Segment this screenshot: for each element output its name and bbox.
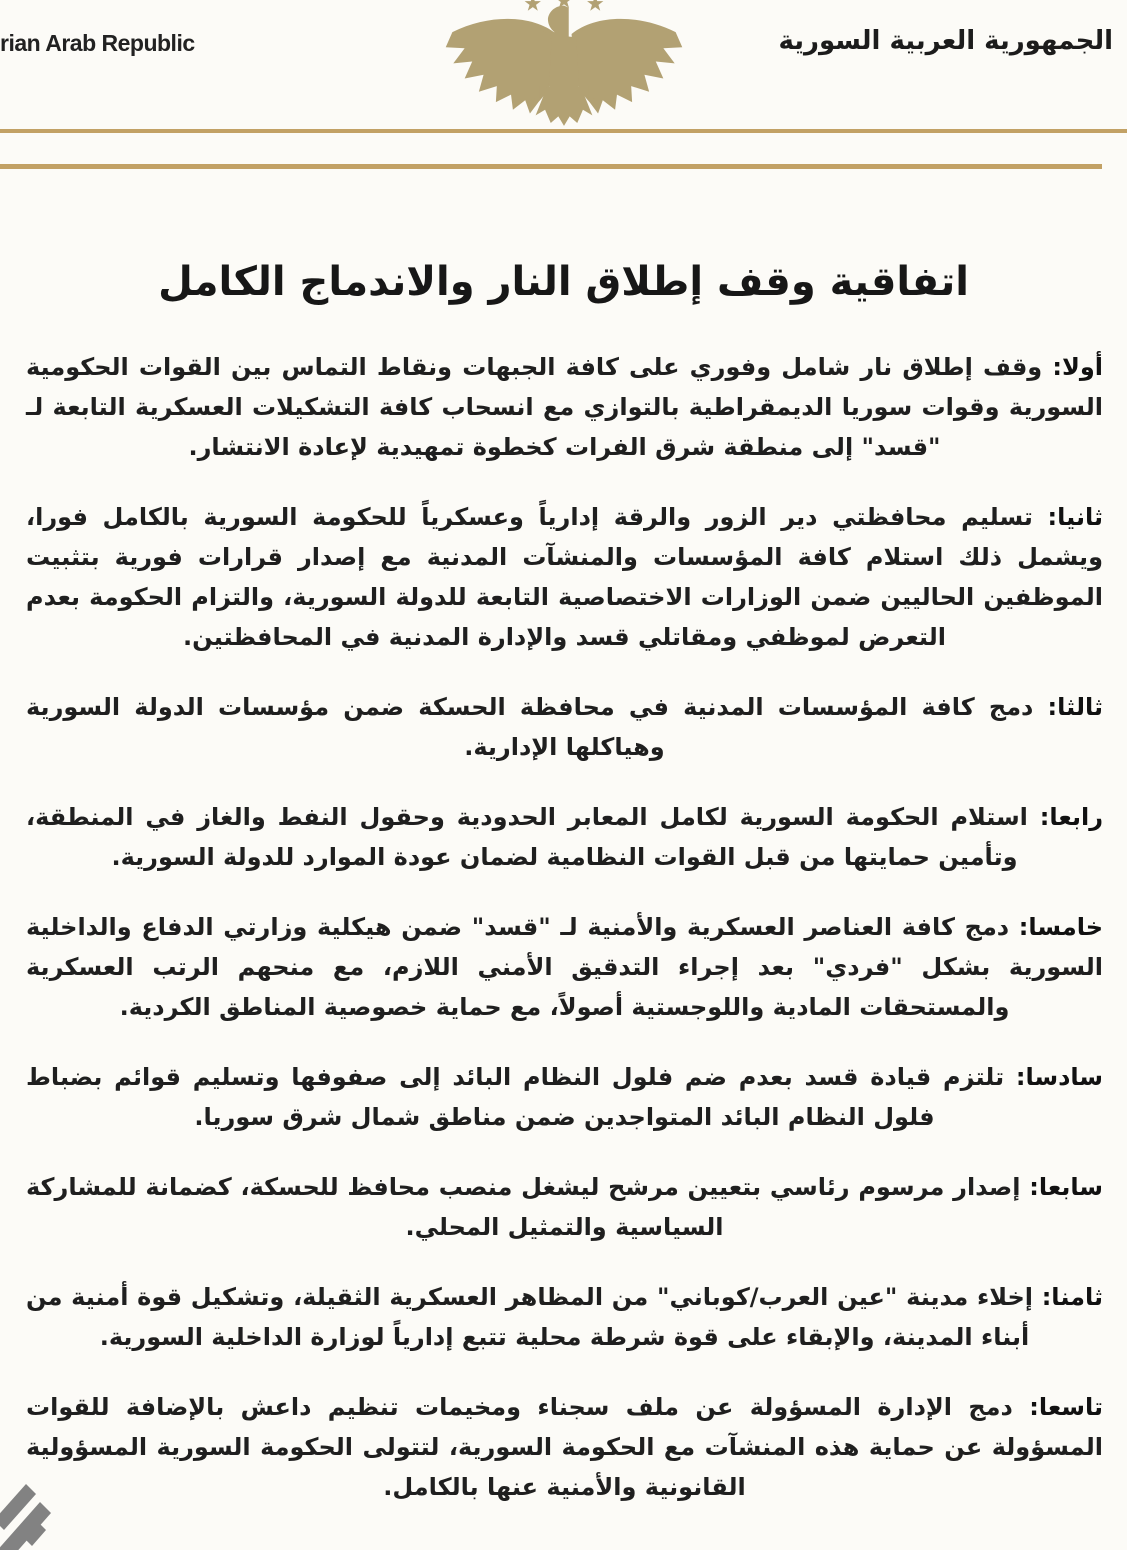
clause-number: سادسا: xyxy=(1015,1063,1104,1091)
clause-paragraph xyxy=(26,1277,1103,1357)
clause-text: استلام الحكومة السورية لكامل المعابر الحدودية وحقول النفط والغاز في المنطقة، وتأمين حمايتها من قبل القوات النظامية لضمان عودة الموارد للدولة السورية. xyxy=(26,803,1028,871)
corner-watermark xyxy=(0,1472,106,1550)
clause-number: أولا: xyxy=(1052,353,1104,381)
star-icon xyxy=(524,0,540,11)
clause-number: ثالثا: xyxy=(1047,693,1103,721)
clause-number: ثامنا: xyxy=(1041,1283,1103,1311)
clause-text: وقف إطلاق نار شامل وفوري على كافة الجبهات ونقاط التماس بين القوات الحكومية السورية وقوات سوريا الديمقراطية بالتوازي مع انسحاب كافة التشكيلات العسكرية التابعة لـ "قسد" إلى منطقة شرق الفرات كخطوة تمهيدية لإعادة الانتشار. xyxy=(26,353,1103,461)
clause-paragraph xyxy=(26,907,1103,1027)
clause-text: تلتزم قيادة قسد بعدم ضم فلول النظام البائد إلى صفوفها وتسليم قوائم بضباط فلول النظام البائد المتواجدين ضمن مناطق شمال شرق سوريا. xyxy=(26,1063,1005,1131)
clause-text: دمج الإدارة المسؤولة عن ملف سجناء ومخيمات تنظيم داعش بالإضافة للقوات المسؤولة عن حماية هذه المنشآت مع الحكومة السورية، لتتولى الحكومة السورية المسؤولية القانونية والأمنية عنها بالكامل. xyxy=(26,1393,1103,1501)
clause-paragraph xyxy=(26,687,1103,767)
clause-paragraph xyxy=(26,1387,1103,1507)
golden-eagle-icon xyxy=(441,0,687,128)
clauses-container xyxy=(26,347,1103,1537)
clause-number: سابعا: xyxy=(1029,1173,1103,1201)
star-icon xyxy=(587,0,603,11)
syrian-eagle-emblem xyxy=(441,0,687,128)
clause-text: دمج كافة المؤسسات المدنية في محافظة الحسكة ضمن مؤسسات الدولة السورية وهياكلها الإدارية. xyxy=(26,693,1034,761)
document-title: اتفاقية وقف إطلاق النار والاندماج الكامل xyxy=(158,259,969,305)
clause-paragraph xyxy=(26,1057,1103,1137)
gold-rule-bottom xyxy=(0,164,1102,169)
news-agency-logo-icon xyxy=(0,1472,106,1550)
header-arabic-text: الجمهورية العربية السورية xyxy=(778,26,1113,56)
clause-text: إخلاء مدينة "عين العرب/كوباني" من المظاهر العسكرية الثقيلة، وتشكيل قوة أمنية من أبناء المدينة، والإبقاء على قوة شرطة محلية تتبع إدارياً لوزارة الداخلية السورية. xyxy=(26,1283,1033,1351)
clause-number: رابعا: xyxy=(1039,803,1104,831)
clause-paragraph xyxy=(26,797,1103,877)
gold-rule-top xyxy=(0,129,1127,133)
clause-number: خامسا: xyxy=(1018,913,1103,941)
clause-paragraph xyxy=(26,1167,1103,1247)
clause-text: إصدار مرسوم رئاسي بتعيين مرشح ليشغل منصب محافظ للحسكة، كضمانة للمشاركة السياسية والتمثيل المحلي. xyxy=(26,1173,1021,1241)
clause-number: ثانيا: xyxy=(1047,503,1103,531)
clause-text: تسليم محافظتي دير الزور والرقة إدارياً وعسكرياً للحكومة السورية بالكامل فورا، ويشمل ذلك استلام كافة المؤسسات والمنشآت المدنية مع إصدار قرارات فورية بتثبيت الموظفين الحاليين ضمن الوزارات الاختصاصية التابعة للدولة السورية، والتزام الحكومة بعدم التعرض لموظفي ومقاتلي قسد والإدارة المدنية في المحافظتين. xyxy=(26,503,1103,651)
clause-paragraph xyxy=(26,497,1103,657)
clause-paragraph xyxy=(26,347,1103,467)
header-english-text: rian Arab Republic xyxy=(0,30,195,56)
clause-text: دمج كافة العناصر العسكرية والأمنية لـ "قسد" ضمن هيكلية وزارتي الدفاع والداخلية السورية بشكل "فردي" بعد إجراء التدقيق الأمني اللازم، مع منحهم الرتب العسكرية والمستحقات المادية واللوجستية أصولاً، مع حماية خصوصية المناطق الكردية. xyxy=(26,913,1103,1021)
clause-number: تاسعا: xyxy=(1029,1393,1103,1421)
